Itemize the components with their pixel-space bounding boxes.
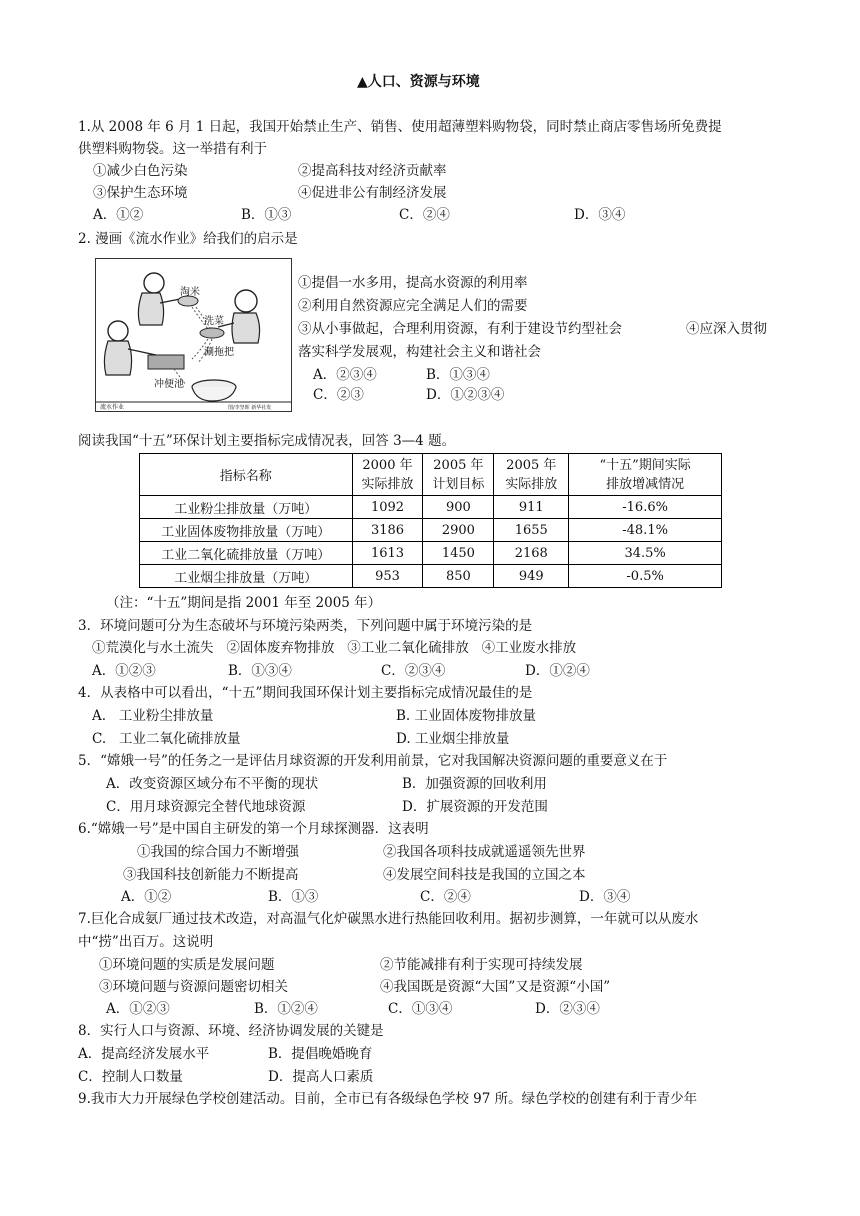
cell-change: -0.5% <box>569 565 722 588</box>
q3-stem: 3．环境问题可分为生态破坏与环境污染两类，下列问题中属于环境污染的是 <box>78 618 533 634</box>
q6-option-2: ②我国各项科技成就遥遥领先世界 <box>383 844 586 860</box>
q2-choice-d[interactable]: D．①②③④ <box>426 387 505 403</box>
q1-option-1: ①减少白色污染 <box>93 163 188 179</box>
q1-choice-a[interactable]: A．①② <box>93 207 144 223</box>
q2-option-4: ④应深入贯彻 <box>686 321 767 337</box>
table-row <box>140 496 722 519</box>
page-title: ▲人口、资源与环境 <box>357 74 480 90</box>
header-2000-actual: 2000 年 实际排放 <box>352 454 423 496</box>
cell-plan: 900 <box>423 496 494 519</box>
q8-choice-d[interactable]: D．提高人口素质 <box>268 1069 374 1085</box>
q2-choice-c[interactable]: C．②③ <box>313 387 364 403</box>
q3-options: ①荒漠化与水土流失 ②固体废弃物排放 ③工业二氧化硫排放 ④工业废水排放 <box>92 640 577 656</box>
reading-instruction: 阅读我国“十五”环保计划主要指标完成情况表，回答 3—4 题。 <box>78 433 456 449</box>
cell-actual: 1655 <box>494 519 569 542</box>
cell-change: -48.1% <box>569 519 722 542</box>
cell-actual: 949 <box>494 565 569 588</box>
cartoon-label-tuobazi: 涮拖把 <box>204 347 234 358</box>
header-change: “十五”期间实际 排放增减情况 <box>569 454 722 496</box>
q9-stem: 9.我市大力开展绿色学校创建活动。目前，全市已有各级绿色学校 97 所。绿色学校的创建有利于青少年 <box>78 1091 698 1107</box>
q6-choice-b[interactable]: B．①③ <box>268 889 319 905</box>
q2-option-2: ②利用自然资源应完全满足人们的需要 <box>298 298 528 314</box>
cell-2000: 3186 <box>352 519 423 542</box>
q2-option-1: ①提倡一水多用，提高水资源的利用率 <box>298 275 528 291</box>
q3-choice-c[interactable]: C．②③④ <box>381 663 446 679</box>
table-header-row <box>140 454 722 496</box>
table-row <box>140 565 722 588</box>
cartoon-drawing <box>96 259 291 411</box>
cell-name: 工业二氧化硫排放量（万吨） <box>140 542 353 565</box>
q6-choice-a[interactable]: A．①② <box>121 889 172 905</box>
q6-option-3: ③我国科技创新能力不断提高 <box>123 867 299 883</box>
q3-choice-d[interactable]: D．①②④ <box>525 663 590 679</box>
cell-change: -16.6% <box>569 496 722 519</box>
q7-choice-d[interactable]: D．②③④ <box>535 1001 600 1017</box>
cell-actual: 2168 <box>494 542 569 565</box>
q2-option-3: ③从小事做起，合理利用资源，有利于建设节约型社会 <box>298 321 622 337</box>
cell-plan: 850 <box>423 565 494 588</box>
cell-actual: 911 <box>494 496 569 519</box>
q1-stem-line2: 供塑料购物袋。这一举措有利于 <box>78 141 267 157</box>
q1-choice-d[interactable]: D．③④ <box>574 207 626 223</box>
q7-option-4: ④我国既是资源“大国”又是资源“小国” <box>380 979 611 995</box>
q7-option-3: ③环境问题与资源问题密切相关 <box>99 979 288 995</box>
cell-name: 工业粉尘排放量（万吨） <box>140 496 353 519</box>
q6-option-1: ①我国的综合国力不断增强 <box>137 844 299 860</box>
q7-stem-line2: 中“捞”出百万。这说明 <box>78 934 214 950</box>
q7-choice-c[interactable]: C．①③④ <box>388 1001 453 1017</box>
q7-stem-line1: 7.巨化合成氨厂通过技术改造，对高温气化炉碳黑水进行热能回收利用。据初步测算，一年就可以从废水 <box>78 911 699 927</box>
table-row <box>140 542 722 565</box>
q5-choice-d[interactable]: D．扩展资源的开发范围 <box>402 799 548 815</box>
q2-choice-b[interactable]: B．①③④ <box>426 367 490 383</box>
q2-option-4-cont: 落实科学发展观，构建社会主义和谐社会 <box>298 344 541 360</box>
q2-stem: 2. 漫画《流水作业》给我们的启示是 <box>78 231 298 247</box>
q4-stem: 4．从表格中可以看出，“十五”期间我国环保计划主要指标完成情况最佳的是 <box>78 685 533 701</box>
q3-choice-b[interactable]: B．①③④ <box>228 663 292 679</box>
table-row <box>140 519 722 542</box>
q2-choice-a[interactable]: A．②③④ <box>313 367 377 383</box>
q4-choice-a[interactable]: A. 工业粉尘排放量 <box>92 708 214 724</box>
data-table <box>139 453 722 588</box>
cell-name: 工业固体废物排放量（万吨） <box>140 519 353 542</box>
q6-choice-c[interactable]: C．②④ <box>420 889 471 905</box>
q6-option-4: ④发展空间科技是我国的立国之本 <box>383 867 586 883</box>
cell-name: 工业烟尘排放量（万吨） <box>140 565 353 588</box>
q7-option-2: ②节能减排有利于实现可持续发展 <box>380 957 583 973</box>
q1-choice-c[interactable]: C．②④ <box>399 207 450 223</box>
q6-stem: 6.“嫦娥一号”是中国自主研发的第一个月球探测器．这表明 <box>78 821 429 837</box>
q4-choice-c[interactable]: C. 工业二氧化硫排放量 <box>92 731 241 747</box>
q4-choice-d[interactable]: D. 工业烟尘排放量 <box>396 731 510 747</box>
q6-choice-d[interactable]: D．③④ <box>579 889 631 905</box>
q7-choice-a[interactable]: A．①②③ <box>106 1001 170 1017</box>
cartoon-label-taomi: 淘米 <box>180 287 200 298</box>
q5-choice-b[interactable]: B．加强资源的回收利用 <box>402 776 547 792</box>
q1-option-3: ③保护生态环境 <box>93 185 188 201</box>
header-2005-plan: 2005 年 计划目标 <box>423 454 494 496</box>
q1-choice-b[interactable]: B．①③ <box>241 207 292 223</box>
q8-stem: 8．实行人口与资源、环境、经济协调发展的关键是 <box>78 1023 384 1039</box>
q8-choice-c[interactable]: C．控制人口数量 <box>78 1069 183 1085</box>
q5-choice-c[interactable]: C．用月球资源完全替代地球资源 <box>106 799 306 815</box>
q5-choice-a[interactable]: A．改变资源区域分布不平衡的现状 <box>106 776 319 792</box>
cell-plan: 2900 <box>423 519 494 542</box>
cell-change: 34.5% <box>569 542 722 565</box>
cartoon-label-xicai: 洗菜 <box>204 316 224 327</box>
q1-stem-line1: 1.从 2008 年 6 月 1 日起，我国开始禁止生产、销售、使用超薄塑料购物袋，同时禁止商店零售场所免费提 <box>78 119 722 135</box>
q4-choice-b[interactable]: B. 工业固体废物排放量 <box>396 708 537 724</box>
q3-choice-a[interactable]: A．①②③ <box>92 663 156 679</box>
cartoon-caption-left: 流水作业 <box>100 404 125 411</box>
q7-option-1: ①环境问题的实质是发展问题 <box>99 957 275 973</box>
cell-2000: 1613 <box>352 542 423 565</box>
cell-plan: 1450 <box>423 542 494 565</box>
cell-2000: 953 <box>352 565 423 588</box>
q1-option-2: ②提高科技对经济贡献率 <box>298 163 447 179</box>
cartoon-image <box>95 258 292 412</box>
q8-choice-b[interactable]: B．提倡晚婚晚育 <box>268 1046 373 1062</box>
q7-choice-b[interactable]: B．①②④ <box>254 1001 318 1017</box>
q5-stem: 5．“嫦娥一号”的任务之一是评估月球资源的开发利用前景，它对我国解决资源问题的重要意义在于 <box>78 753 668 769</box>
header-2005-actual: 2005 年 实际排放 <box>494 454 569 496</box>
cartoon-label-chongbianchi: 冲便池 <box>154 379 184 390</box>
q8-choice-a[interactable]: A．提高经济发展水平 <box>78 1046 210 1062</box>
header-indicator: 指标名称 <box>140 454 353 496</box>
table-note: （注：“十五”期间是指 2001 年至 2005 年） <box>106 595 382 611</box>
cartoon-caption-right: 图/李坚晖 新华社发 <box>228 405 272 411</box>
q1-option-4: ④促进非公有制经济发展 <box>298 185 447 201</box>
cell-2000: 1092 <box>352 496 423 519</box>
